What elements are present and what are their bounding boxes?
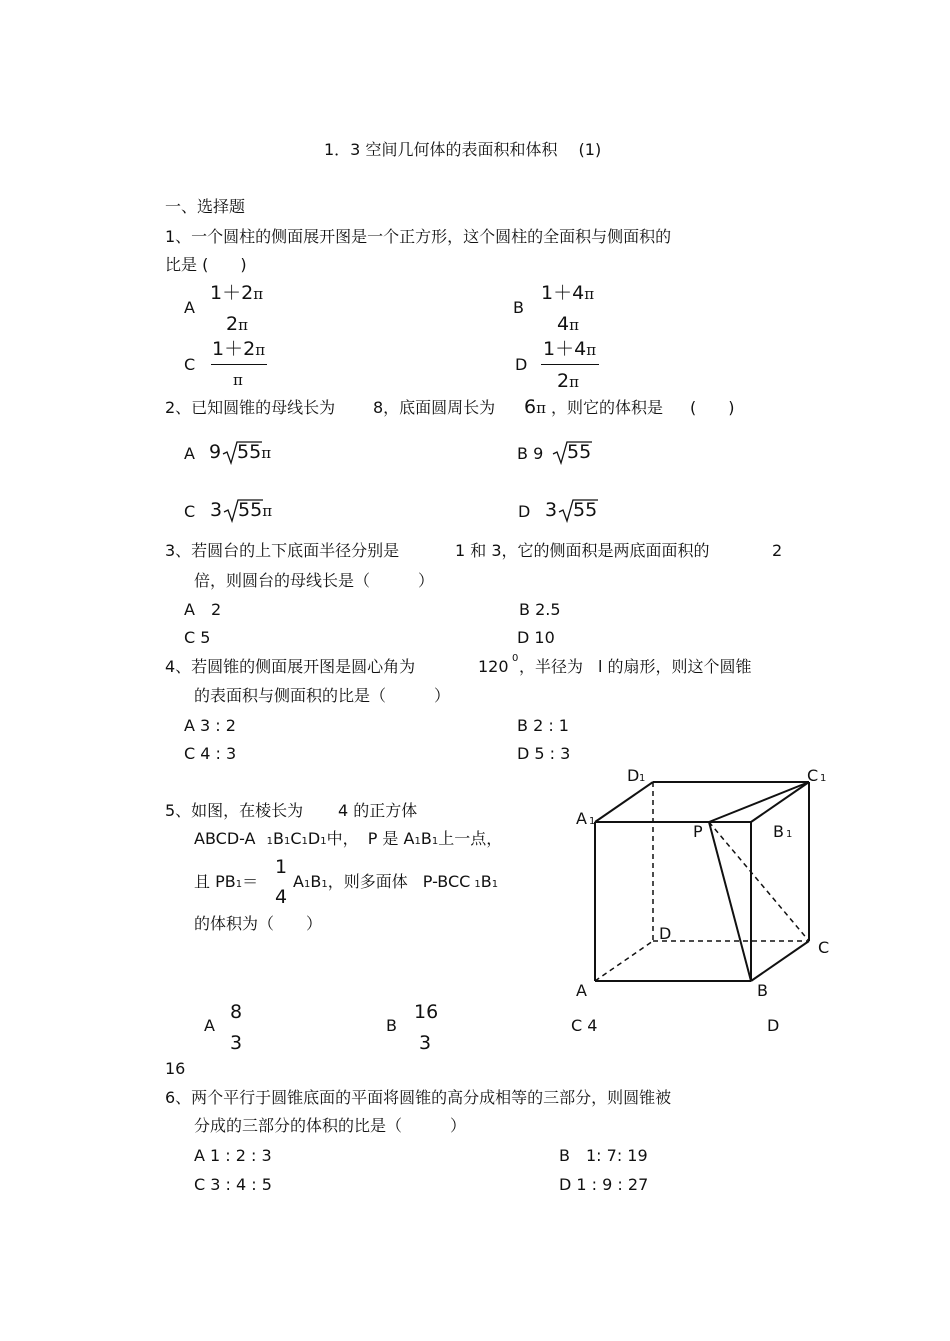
cube-figure [565, 760, 845, 1010]
label-p: P [693, 822, 703, 841]
label-d1: D [627, 766, 640, 785]
edge-b-c [751, 941, 809, 981]
q5-option-b-denominator: 3 [419, 1032, 432, 1054]
q1-option-b-label: B [513, 298, 524, 317]
q5-option-c: C 4 [571, 1016, 598, 1035]
q3-line1c: 2 [772, 541, 783, 560]
label-a1-sub: 1 [589, 816, 596, 827]
q5-option-a-numerator: 8 [230, 1001, 243, 1023]
label-b1-sub: 1 [786, 829, 793, 840]
label-d: D [659, 924, 672, 943]
q5-option-a-label: A [204, 1016, 215, 1035]
q3-option-b: B 2.5 [519, 600, 561, 619]
q2-text-a: 2、已知圆锥的母线长为 [165, 398, 336, 417]
q1-line1: 1、一个圆柱的侧面展开图是一个正方形，这个圆柱的全面积与侧面积的 [165, 227, 672, 246]
q5-option-b-label: B [386, 1016, 397, 1035]
q1-option-b-numerator: 1＋4π [541, 282, 595, 304]
label-c1-sub: 1 [820, 773, 827, 784]
q6-line2: 分成的三部分的体积的比是（ ） [194, 1116, 467, 1135]
q5-option-d-value: 16 [165, 1059, 186, 1078]
q4-degree-mark: 0 [512, 653, 519, 664]
q6-option-d: D 1 : 9 : 27 [559, 1175, 649, 1194]
q4-option-a: A 3 : 2 [184, 716, 236, 735]
q1-option-a-numerator: 1＋2π [210, 282, 264, 304]
q6-line1: 6、两个平行于圆锥底面的平面将圆锥的高分成相等的三部分，则圆锥被 [165, 1088, 672, 1107]
q5-line3-left: 且 PB1＝ [194, 872, 259, 891]
q3-option-a: A 2 [184, 600, 222, 619]
q5-line2: ABCD-A 1B1C1D1中， P 是 A1B1上一点， [194, 829, 503, 848]
q2-option-d-label: D [518, 502, 531, 521]
hidden-edge-a-d [595, 941, 653, 981]
label-b: B [757, 981, 768, 1000]
label-d1-sub: 1 [639, 773, 646, 784]
q4-option-d: D 5 : 3 [517, 744, 571, 763]
q3-line2: 倍，则圆台的母线长是（ ） [194, 571, 435, 590]
q1-line2: 比是 ( ) [165, 255, 247, 274]
q2-option-c-radicand: 55π [238, 499, 273, 521]
q4-line1a: 4、若圆锥的侧面展开图是圆心角为 [165, 657, 416, 676]
q4-line1b: 120 [478, 657, 509, 676]
q3-line1b: 1 和 3，它的侧面积是两底面面积的 [455, 541, 710, 560]
q1-option-c-numerator: 1＋2π [212, 338, 266, 360]
q3-option-d: D 10 [517, 628, 555, 647]
q4-option-b: B 2 : 1 [517, 716, 569, 735]
q1-option-a-label: A [184, 298, 195, 317]
q6-option-c: C 3 : 4 : 5 [194, 1175, 272, 1194]
q1-option-c-label: C [184, 355, 196, 374]
q2-option-c-label: C [184, 502, 196, 521]
q2-option-d-radicand: 55 [573, 499, 598, 521]
q4-line1c: ，半径为 [519, 657, 584, 676]
q2-option-b-radicand: 55 [567, 441, 592, 463]
q4-line1d: l 的扇形，则这个圆锥 [598, 657, 752, 676]
q2-option-c-coef: 3 [210, 499, 223, 521]
q4-option-c: C 4 : 3 [184, 744, 237, 763]
label-a1: A [576, 809, 587, 828]
q6-option-b: B 1: 7: 19 [559, 1146, 648, 1165]
q2-option-a-label: A [184, 444, 195, 463]
q2-text-b: 8，底面圆周长为 [373, 398, 496, 417]
q1-option-c-denominator: π [233, 371, 243, 389]
q2-text-e: ( ) [690, 398, 735, 417]
q5-line1b: 4 的正方体 [338, 801, 418, 820]
label-a: A [576, 981, 587, 1000]
q5-option-b-numerator: 16 [414, 1001, 439, 1023]
q5-option-d-label: D [767, 1016, 780, 1035]
q3-option-c: C 5 [184, 628, 211, 647]
q5-line1a: 5、如图，在棱长为 [165, 801, 304, 820]
q1-option-b-denominator: 4π [557, 313, 579, 335]
q2-text-c: 6π [524, 396, 546, 418]
q5-line3-right: A1B1，则多面体 P-BCC 1B1 [293, 872, 499, 891]
q6-option-a: A 1 : 2 : 3 [194, 1146, 272, 1165]
label-b1: B [773, 822, 784, 841]
q4-line2: 的表面积与侧面积的比是（ ） [194, 686, 451, 705]
q1-option-d-label: D [515, 355, 528, 374]
q1-option-c-fraction-bar [211, 364, 267, 365]
q5-option-a-denominator: 3 [230, 1032, 243, 1054]
q2-option-b-label: B 9 [517, 444, 544, 463]
edge-a1-d1 [595, 782, 653, 822]
q5-fraction-denominator: 4 [275, 886, 288, 908]
q1-option-a-denominator: 2π [226, 313, 248, 335]
q2-option-a-coef: 9 [209, 441, 222, 463]
label-c: C [818, 938, 830, 957]
q2-option-a-radicand: 55π [237, 441, 272, 463]
q1-option-d-numerator: 1＋4π [543, 338, 597, 360]
label-c1: C [807, 766, 819, 785]
section-heading: 一、选择题 [165, 197, 246, 216]
q1-option-d-fraction-bar [541, 364, 599, 365]
q5-line4: 的体积为（ ） [194, 914, 323, 933]
q5-fraction-numerator: 1 [275, 856, 288, 878]
q3-line1a: 3、若圆台的上下底面半径分别是 [165, 541, 400, 560]
q2-option-d-coef: 3 [545, 499, 558, 521]
page-title: 1．3 空间几何体的表面积和体积 (1) [324, 140, 602, 159]
q2-text-d: ，则它的体积是 [551, 398, 664, 417]
q1-option-d-denominator: 2π [557, 370, 579, 392]
